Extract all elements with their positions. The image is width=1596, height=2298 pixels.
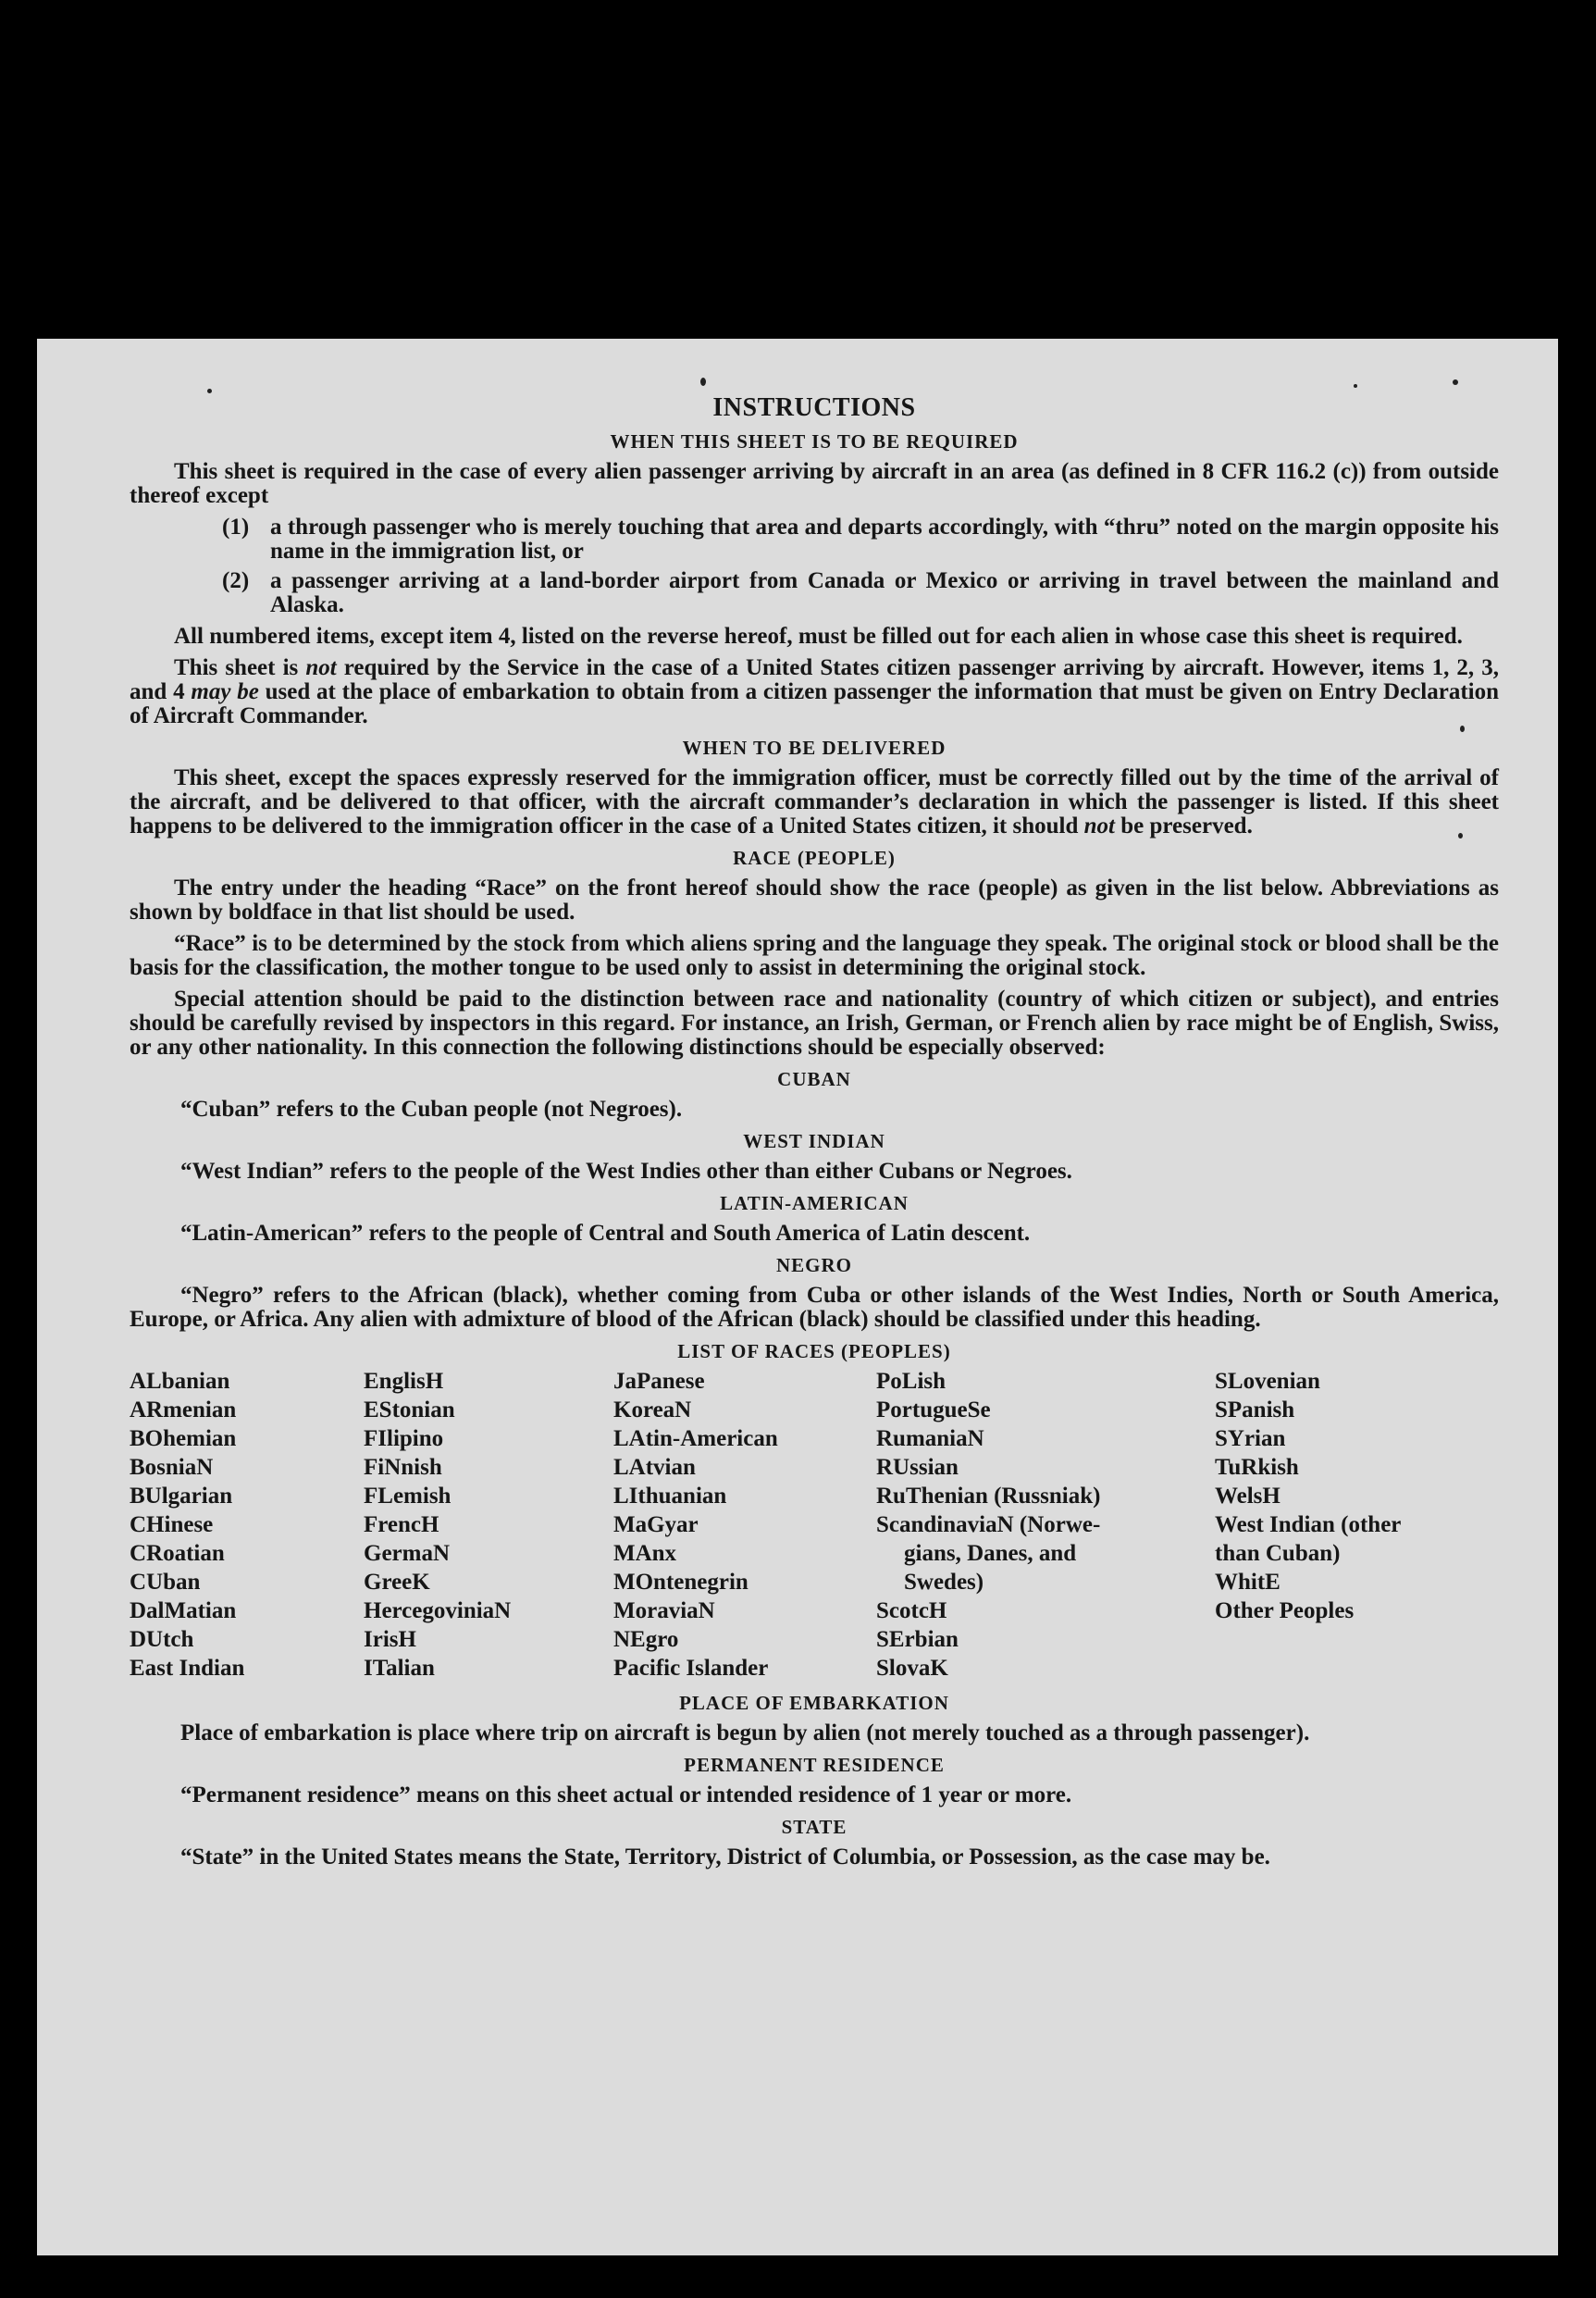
- heading-place-of-embarkation: PLACE OF EMBARKATION: [679, 1692, 949, 1714]
- race-entry: DalMatian: [130, 1598, 237, 1623]
- heading-permanent-residence: PERMANENT RESIDENCE: [684, 1754, 945, 1776]
- list-item: [130, 569, 1499, 617]
- paragraph: “West Indian” refers to the people of the West Indies other than either Cubans or Negroes.: [180, 1159, 1072, 1184]
- race-entry: ScandinaviaN (Norwe-: [876, 1512, 1101, 1537]
- race-column: [876, 1370, 1215, 1685]
- exception-list: [130, 515, 1499, 617]
- race-entry: West Indian (other: [1215, 1512, 1402, 1537]
- race-entry: KoreaN: [613, 1397, 692, 1422]
- heading-list-of-races: LIST OF RACES (PEOPLES): [677, 1340, 951, 1362]
- paragraph: All numbered items, except item 4, listed on the reverse hereof, must be filled out for each alien in whose case this sheet is required.: [174, 624, 1463, 649]
- italic-run: not: [1083, 814, 1115, 838]
- race-entry: PortugueSe: [876, 1397, 991, 1422]
- race-entry: MaGyar: [613, 1512, 699, 1537]
- race-entry: JaPanese: [613, 1369, 705, 1394]
- race-entry: ARmenian: [130, 1397, 237, 1422]
- race-entry: FrencH: [364, 1512, 439, 1537]
- text-run: be preserved.: [1115, 814, 1253, 838]
- paragraph: “Race” is to be determined by the stock from which aliens spring and the language they speak. The original stock or blood shall be the basis for the classification, the mother tongue to be used only to assist in determining the original stock.: [130, 931, 1499, 980]
- paragraph: [130, 656, 1499, 728]
- document-sheet: [37, 339, 1558, 2255]
- item-number: (2): [222, 568, 250, 593]
- paragraph: Special attention should be paid to the distinction between race and nationality (country of which citizen or subject), and entries should be carefully revised by inspectors in this regard. For instance, an Irish, German, or French alien by race might be of English, Swiss, or any other nationality. In this connection the following distinctions should be especially observed:: [130, 987, 1499, 1060]
- italic-run: may be: [191, 679, 259, 704]
- race-entry: BosniaN: [130, 1455, 214, 1480]
- race-column: [613, 1370, 876, 1685]
- race-entry: than Cuban): [1215, 1541, 1341, 1566]
- paragraph: “Latin-American” refers to the people of Central and South America of Latin descent.: [180, 1221, 1031, 1246]
- paragraph: “Permanent residence” means on this sheet actual or intended residence of 1 year or more.: [180, 1783, 1072, 1807]
- race-entry: RUssian: [876, 1455, 959, 1480]
- text-run: This sheet is: [174, 655, 306, 680]
- speck: [1354, 384, 1357, 388]
- race-entry: FiNnish: [364, 1455, 442, 1480]
- race-column: [1215, 1370, 1499, 1685]
- race-entry: ITalian: [364, 1656, 435, 1681]
- speck: [1453, 379, 1458, 385]
- race-entry: ScotcH: [876, 1598, 947, 1623]
- race-entry: ALbanian: [130, 1369, 230, 1394]
- item-text: a through passenger who is merely touching that area and departs accordingly, with “thru” noted on the margin opposite his name in the immigration list, or: [270, 515, 1499, 564]
- item-text: a passenger arriving at a land-border airport from Canada or Mexico or arriving in travel between the mainland and Alaska.: [270, 568, 1499, 617]
- race-entry: Other Peoples: [1215, 1598, 1355, 1623]
- paragraph: [130, 766, 1499, 838]
- race-entry: CRoatian: [130, 1541, 225, 1566]
- race-entry: FIlipino: [364, 1426, 444, 1451]
- race-entry: SYrian: [1215, 1426, 1286, 1451]
- race-list: [130, 1370, 1499, 1685]
- italic-run: not: [305, 655, 337, 680]
- heading-race: RACE (PEOPLE): [733, 847, 896, 869]
- race-entry: SlovaK: [876, 1656, 948, 1681]
- race-column: [130, 1370, 364, 1685]
- paragraph: “State” in the United States means the State, Territory, District of Columbia, or Possession, as the case may be.: [180, 1845, 1270, 1869]
- speck: [207, 389, 212, 393]
- race-entry: TuRkish: [1215, 1455, 1299, 1480]
- race-entry: SPanish: [1215, 1397, 1295, 1422]
- race-entry: MoraviaN: [613, 1598, 715, 1623]
- paragraph: The entry under the heading “Race” on the front hereof should show the race (people) as given in the list below. Abbreviations as shown by boldface in that list should be used.: [130, 876, 1499, 925]
- race-entry: NEgro: [613, 1627, 679, 1652]
- text-run: required by the Service in the case of a United States citizen passenger arriving by aircraft. However, items 1, 2, 3, and 4: [130, 655, 1499, 704]
- heading-latin-american: LATIN-AMERICAN: [720, 1192, 909, 1214]
- paragraph: This sheet is required in the case of every alien passenger arriving by aircraft in an area (as defined in 8 CFR 116.2 (c)) from outside thereof except: [130, 459, 1499, 508]
- race-entry: LAtvian: [613, 1455, 696, 1480]
- race-entry: MAnx: [613, 1541, 677, 1566]
- race-entry: HercegoviniaN: [364, 1598, 512, 1623]
- race-entry: Pacific Islander: [613, 1656, 769, 1681]
- race-column: [364, 1370, 613, 1685]
- page-title: INSTRUCTIONS: [712, 393, 916, 422]
- race-entry: SLovenian: [1215, 1369, 1320, 1394]
- race-entry-continued: Swedes): [904, 1570, 984, 1595]
- race-entry: CHinese: [130, 1512, 214, 1537]
- race-entry: GermaN: [364, 1541, 451, 1566]
- race-entry: RumaniaN: [876, 1426, 984, 1451]
- race-entry: LIthuanian: [613, 1484, 727, 1509]
- text-run: used at the place of embarkation to obtain from a citizen passenger the information that must be given on Entry Declaration of Aircraft Commander.: [130, 679, 1500, 728]
- item-number: (1): [222, 515, 250, 540]
- race-entry: BOhemian: [130, 1426, 237, 1451]
- race-entry: FLemish: [364, 1484, 452, 1509]
- race-entry: EStonian: [364, 1397, 455, 1422]
- race-entry: PoLish: [876, 1369, 946, 1394]
- heading-negro: NEGRO: [775, 1254, 852, 1276]
- heading-west-indian: WEST INDIAN: [743, 1130, 885, 1152]
- heading-cuban: CUBAN: [777, 1068, 851, 1090]
- paragraph: Place of embarkation is place where trip on aircraft is begun by alien (not merely touched as a through passenger).: [180, 1720, 1310, 1745]
- race-entry-continued: gians, Danes, and: [904, 1541, 1077, 1566]
- heading-state: STATE: [781, 1816, 847, 1838]
- list-item: [130, 515, 1499, 564]
- race-entry: WelsH: [1215, 1484, 1281, 1509]
- race-entry: BUlgarian: [130, 1484, 233, 1509]
- race-entry: EnglisH: [364, 1369, 444, 1394]
- race-entry: SErbian: [876, 1627, 959, 1652]
- race-entry: LAtin-American: [613, 1426, 778, 1451]
- heading-when-delivered: WHEN TO BE DELIVERED: [682, 737, 946, 759]
- race-entry: IrisH: [364, 1627, 416, 1652]
- race-entry: DUtch: [130, 1627, 194, 1652]
- race-entry: East Indian: [130, 1656, 245, 1681]
- text-run: This sheet, except the spaces expressly reserved for the immigration officer, must be correctly filled out by the time of the arrival of the aircraft, and be delivered to that officer, with the aircraft commander’s declaration in which the passenger is listed. If this sheet happens to be delivered to the immigration officer in the case of a United States citizen, it should: [130, 765, 1499, 838]
- paragraph: “Cuban” refers to the Cuban people (not Negroes).: [180, 1097, 683, 1122]
- heading-when-required: WHEN THIS SHEET IS TO BE REQUIRED: [610, 430, 1019, 453]
- race-entry: GreeK: [364, 1570, 430, 1595]
- race-entry: RuThenian (Russniak): [876, 1484, 1101, 1509]
- race-entry: WhitE: [1215, 1570, 1281, 1595]
- instructions-content: [130, 393, 1500, 1877]
- speck: [700, 378, 706, 386]
- race-entry: MOntenegrin: [613, 1570, 749, 1595]
- paragraph: “Negro” refers to the African (black), whether coming from Cuba or other islands of the West Indies, North or South America, Europe, or Africa. Any alien with admixture of blood of the African (black) should be classified under this heading.: [130, 1283, 1499, 1332]
- race-entry: CUban: [130, 1570, 201, 1595]
